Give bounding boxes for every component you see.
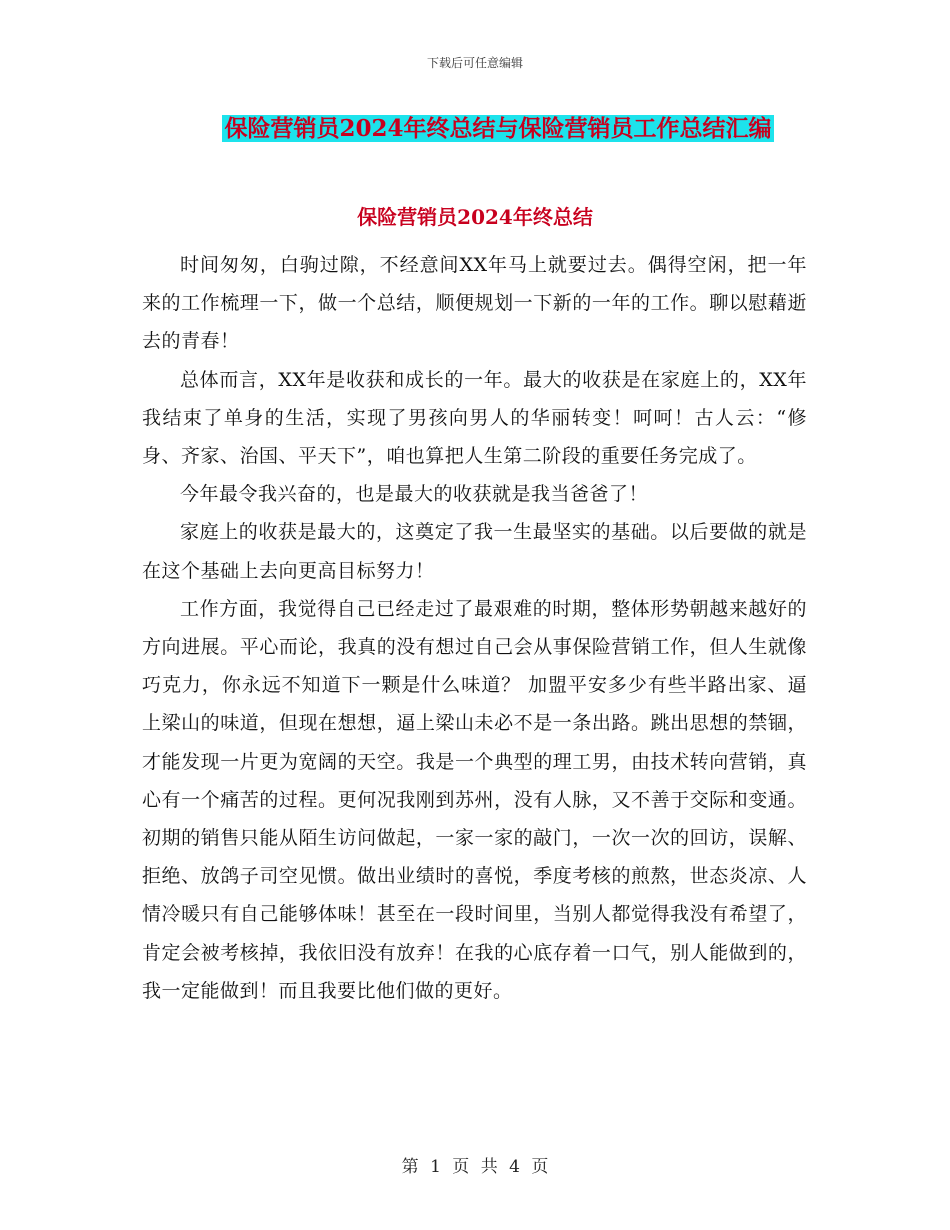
document-body bbox=[142, 246, 807, 1010]
paragraph: 今年最令我兴奋的，也是最大的收获就是我当爸爸了！ bbox=[180, 483, 649, 506]
section-title: 保险营销员2024年终总结 bbox=[357, 205, 593, 229]
header-note: 下载后可任意编辑 bbox=[426, 56, 523, 70]
paragraph: 家庭上的收获是最大的，这奠定了我一生最坚实的基础。以后要做的就是在这个基础上去向更高目标努力！ bbox=[142, 521, 807, 582]
paragraph: 时间匆匆，白驹过隙，不经意间XX年马上就要过去。偶得空闲，把一年来的工作梳理一下，做一个总结，顺便规划一下新的一年的工作。聊以慰藉逝去的青春！ bbox=[142, 254, 807, 353]
paragraph: 总体而言，XX年是收获和成长的一年。最大的收获是在家庭上的，XX年我结束了单身的生活，实现了男孩向男人的华丽转变！呵呵！古人云：“修身、齐家、治国、平天下”，咱也算把人生第二阶段的重要任务完成了。 bbox=[142, 368, 807, 468]
page-number: 第 1 页 共 4 页 bbox=[401, 1157, 549, 1177]
document-title-text: 保险营销员2024年终总结与保险营销员工作总结汇编 bbox=[224, 115, 772, 142]
document-title bbox=[0, 112, 950, 146]
paragraph: 工作方面，我觉得自己已经走过了最艰难的时期，整体形势朝越来越好的方向进展。平心而论，我真的没有想过自己会从事保险营销工作，但人生就像巧克力，你永远不知道下一颗是什么味道？ 加盟平安多少有些半路出家、逼上梁山的味道，但现在想想，逼上梁山未必不是一条出路。跳出思想的禁锢，才能发现一片更为宽阔的天空。我是一个典型的理工男，由技术转向营销，真心有一个痛苦的过程。更何况我刚到苏州，没有人脉，又不善于交际和变通。初期的销售只能从陌生访问做起，一家一家的敲门，一次一次的回访，误解、拒绝、放鸽子司空见惯。做出业绩时的喜悦，季度考核的煎熬，世态炎凉、人情冷暖只有自己能够体味！甚至在一段时间里，当别人都觉得我没有希望了，肯定会被考核掉，我依旧没有放弃！在我的心底存着一口气，别人能做到的，我一定能做到！而且我要比他们做的更好。 bbox=[142, 597, 807, 1002]
